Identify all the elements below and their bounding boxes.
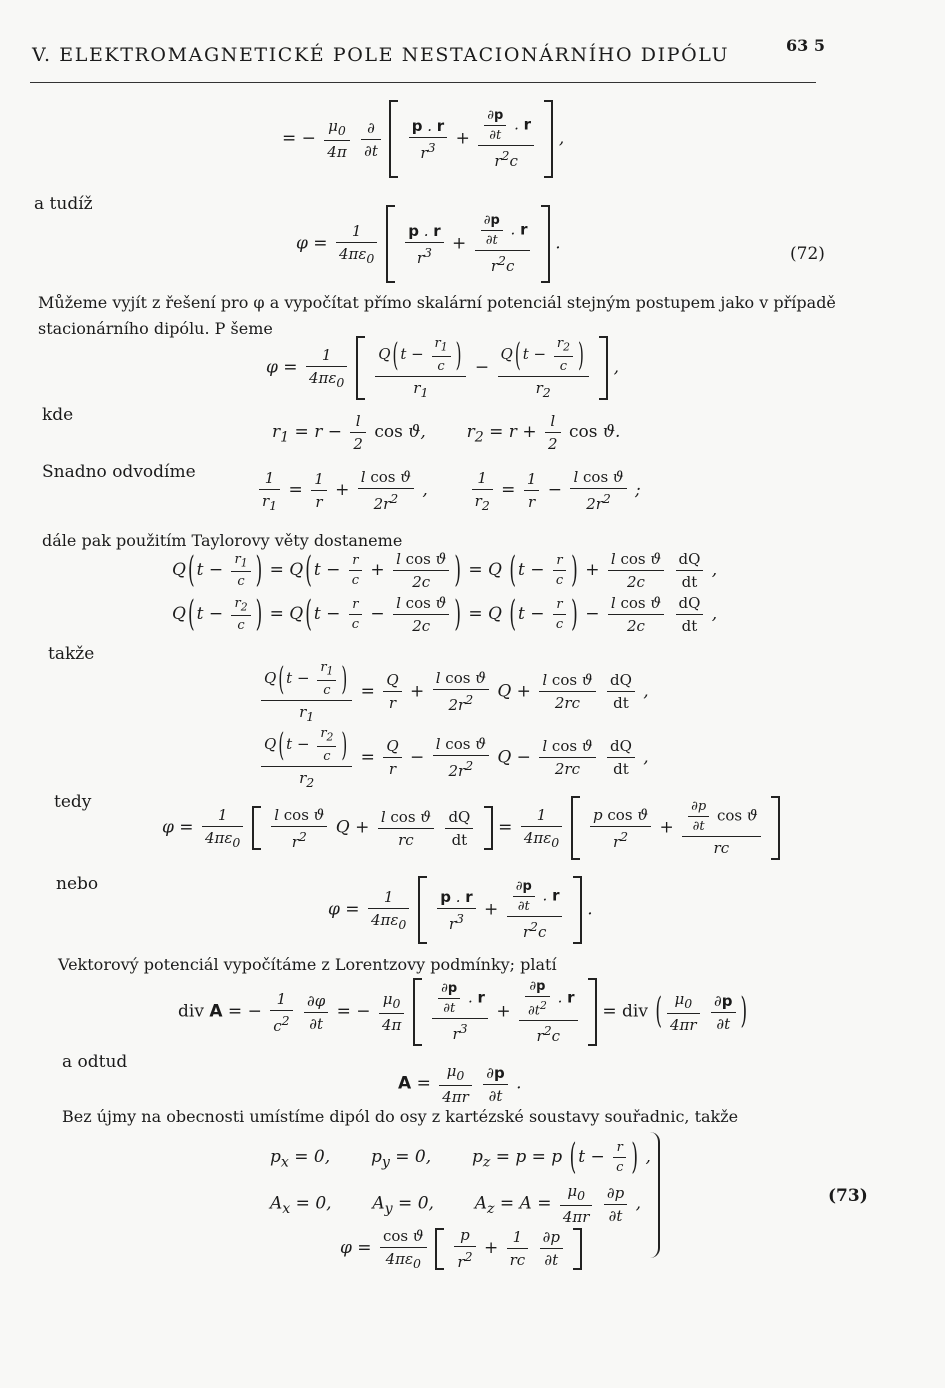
equation-reciprocal-r: $\frac{1}{r_1}$ = $\frac{1}{r}$ + $\frac{\text{l cos ϑ}}{2r^2}$ , $\frac{1}{r_2}$ = $\frac{1}{r}$ − $\frac{\text{l cos ϑ}}{2r^2}$ ; [256,468,641,513]
equation-phi-derivative: = − $\frac{\mu_0}{4\pi}$ ∂ ∂t $\frac{p . r}{r^3}$ + $\frac{\partial p}{\partial t}$ . r $r^2c$ , [282,100,564,178]
page-number: 63 5 [786,36,825,55]
text-dale: dále pak použitím Taylorovy věty dostaneme [42,531,403,550]
equation-72: φ = $\frac{1}{4\pi\varepsilon_0}$ $\frac{p . r}{r^3}$ + $\frac{\partial p}{\partial t}$ . r $r^2c$ . [296,205,561,283]
text-nebo: nebo [56,874,99,894]
equation-q-over-r1: Q ( t − $\frac{r_1}{c}$ ) $r_1$ = $\frac{Q}{r}$ + $\frac{\text{l cos ϑ}}{2r^2}$ Q + $\frac{\text{l cos ϑ}}{2rc}$ $\frac{dQ}{dt}$ , [258,660,649,724]
equation-73-line-2: $A_x = 0$, $A_y = 0$, $A_z = A$ = $\frac{\mu_0}{4\pi r}$ $\frac{\partial p}{\partial t}$ , [270,1182,642,1226]
text-a-odtud: a odtud [62,1052,128,1072]
curly-brace [648,1132,660,1258]
text-a-tudiz: a tudíž [34,194,93,214]
equation-number-73: (73) [828,1186,868,1206]
header-rule [30,82,816,83]
equation-taylor-1: Q ( t − $\frac{r_1}{c}$ ) = Q ( t − $\frac{r}{c}$ + $\frac{\text{l cos ϑ}}{2c}$ ) = Q ( t − $\frac{r}{c}$ ) + $\frac{\text{l cos ϑ}}{2c}$ $\frac{dQ}{dt}$ , [172,549,718,592]
text-bez-ujmy: Bez újmy na obecnosti umístíme dipól do osy z kartézské soustavy souřadnic, takže [62,1107,739,1126]
paragraph-1: Můžeme vyjít z řešení pro φ a vypočítat přímo skalární potenciál stejným postupem jako v případě stacionárního dipólu. P šeme [38,293,836,338]
equation-r1-r2: $r_1 = r$ − $\frac{l}{2}$ cos ϑ, $r_2 = r$ + $\frac{l}{2}$ cos ϑ. [272,412,621,453]
text-snadno: Snadno odvodíme [42,462,196,482]
equation-73-line-1: $p_x = 0$, $p_y = 0$, $p_z = p = p$ ( t − $\frac{r}{c}$ ) , [270,1136,651,1179]
text-vektorovy: Vektorový potenciál vypočítáme z Lorentzovy podmínky; platí [58,955,557,974]
equation-a: A = $\frac{\mu_0}{4\pi r}$ $\frac{\partial p}{\partial t}$ . [398,1062,522,1106]
equation-73-line-3: φ = $\frac{\text{cos ϑ}}{4\pi\varepsilon_0}$ $\frac{p}{r^2}$ + $\frac{1}{rc}$ $\frac{\partial p}{\partial t}$ [340,1226,582,1271]
equation-taylor-2: Q ( t − $\frac{r_2}{c}$ ) = Q ( t − $\frac{r}{c}$ − $\frac{\text{l cos ϑ}}{2c}$ ) = Q ( t − $\frac{r}{c}$ ) − $\frac{\text{l cos ϑ}}{2c}$ $\frac{dQ}{dt}$ , [172,593,718,636]
text-tedy: tedy [54,792,92,812]
equation-number-72: (72) [790,244,825,264]
equation-phi-retarded: φ = $\frac{1}{4\pi\varepsilon_0}$ Q ( t − $\frac{r_1}{c}$ ) $r_1$ − Q ( t − $\frac{r_2}{c}$ ) $r_2$ , [266,336,620,400]
equation-div-a: div A = − $\frac{1}{c^2}$ $\frac{\partial\varphi}{\partial t}$ = − $\frac{\mu_0}{4\pi}$ $\frac{\partial p}{\partial t}$ . r $r^3$ + $\frac{\partial p}{\partial t^2}$ . r $r^2c$ = div ( $\frac{\mu_0}{4\pi r}$ $\frac{\partial p}{\partial t}$ ) [178,978,748,1046]
running-header-title: V. ELEKTROMAGNETICKÉ POLE NESTACIONÁRNÍHO DIPÓLU [32,44,730,66]
text-takze: takže [48,644,95,664]
equation-phi-tedy: φ = $\frac{1}{4\pi\varepsilon_0}$ $\frac{\text{l cos ϑ}}{r^2}$ Q + $\frac{\text{l cos ϑ}}{rc}$ $\frac{dQ}{dt}$ = $\frac{1}{4\pi\varepsilon_0}$ $\frac{\text{p cos ϑ}}{r^2}$ + $\frac{\partial p}{\partial t}$ cos ϑ rc [162,796,780,860]
equation-phi-nebo: φ = $\frac{1}{4\pi\varepsilon_0}$ $\frac{p . r}{r^3}$ + $\frac{\partial p}{\partial t}$ . r $r^2c$ . [328,876,593,944]
text-kde: kde [42,405,74,425]
equation-q-over-r2: Q ( t − $\frac{r_2}{c}$ ) $r_2$ = $\frac{Q}{r}$ − $\frac{\text{l cos ϑ}}{2r^2}$ Q − $\frac{\text{l cos ϑ}}{2rc}$ $\frac{dQ}{dt}$ , [258,726,649,790]
